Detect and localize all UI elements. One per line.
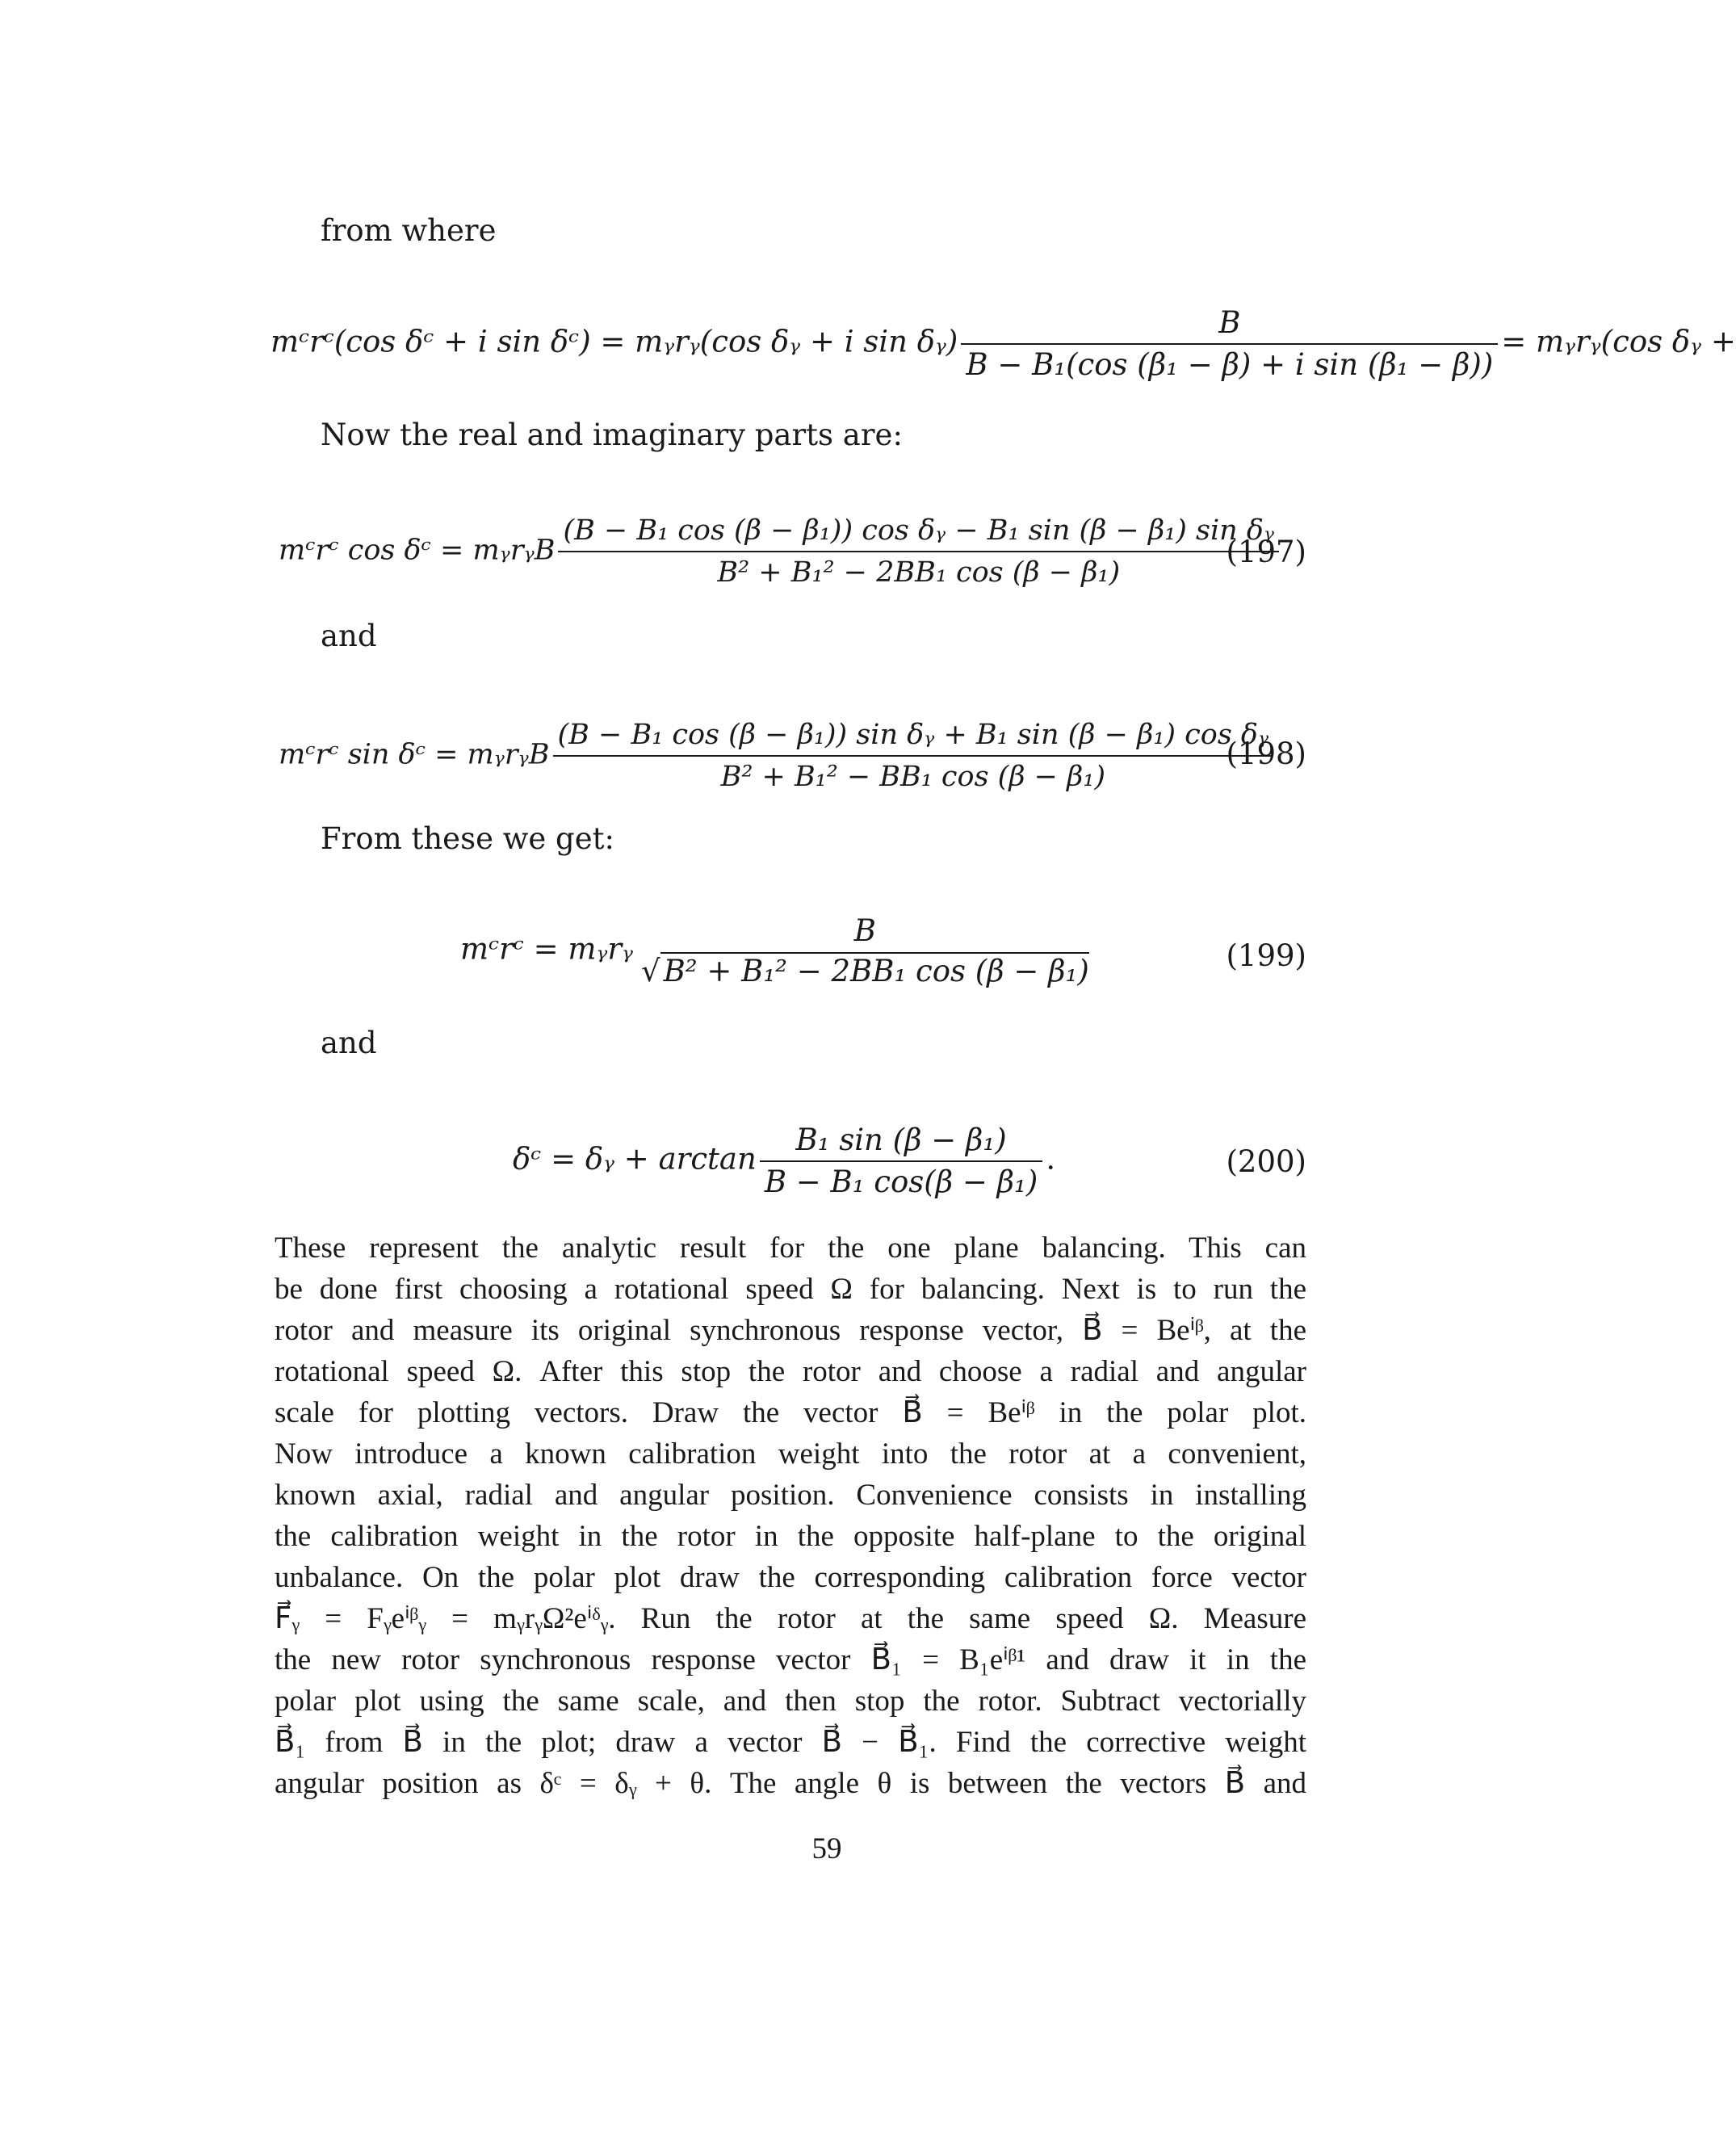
equation-197-denominator: B² + B₁² − 2BB₁ cos (β − β₁) <box>558 551 1279 593</box>
paragraph-line: polar plot using the same scale, and then stop the rotor. Subtract vectorially <box>275 1685 1306 1718</box>
equation-198-fraction <box>553 715 1274 797</box>
paragraph-line: B⃗₁ from B⃗ in the plot; draw a vector B⃗ − B⃗₁. Find the corrective weight <box>275 1726 1306 1759</box>
equation-199-lhs: mᶜrᶜ = mᵧrᵧ <box>460 931 634 967</box>
paragraph-line: scale for plotting vectors. Draw the vector B⃗ = Beⁱᵝ in the polar plot. <box>275 1396 1306 1429</box>
equation-200-numerator: B₁ sin (β − β₁) <box>795 1122 1007 1157</box>
equation-complex-fraction <box>961 303 1498 385</box>
equation-complex-denominator: B − B₁(cos (β₁ − β) + i sin (β₁ − β)) <box>961 343 1498 385</box>
equation-198-denominator: B² + B₁² − BB₁ cos (β − β₁) <box>553 755 1274 797</box>
paragraph-line: known axial, radial and angular position. Convenience consists in installing <box>275 1479 1306 1512</box>
equation-198-numerator: (B − B₁ cos (β − β₁)) sin δᵧ + B₁ sin (β − β₁) cos δᵧ <box>557 719 1269 751</box>
paragraph-line: unbalance. On the polar plot draw the corresponding calibration force vector <box>275 1561 1306 1594</box>
text-real-imaginary: Now the real and imaginary parts are: <box>321 418 903 452</box>
paragraph-line: the calibration weight in the rotor in the opposite half-plane to the original <box>275 1520 1306 1553</box>
equation-198-lhs: mᶜrᶜ sin δᶜ = mᵧrᵧB <box>279 738 550 771</box>
paragraph-line: angular position as δᶜ = δᵧ + θ. The angle θ is between the vectors B⃗ and <box>275 1767 1306 1800</box>
paragraph-line: be done first choosing a rotational speed Ω for balancing. Next is to run the <box>275 1273 1306 1306</box>
equation-number-200: (200) <box>1226 1144 1306 1179</box>
equation-199-numerator: B <box>853 913 876 948</box>
equation-number-198: (198) <box>1226 736 1306 771</box>
page-number: 59 <box>811 1832 842 1865</box>
equation-198 <box>279 715 1277 797</box>
equation-197-fraction <box>558 510 1279 593</box>
text-and-2: and <box>321 1026 377 1060</box>
equation-200-fraction <box>760 1120 1043 1202</box>
equation-complex-rhs: = mᵧrᵧ(cos δᵧ + <box>1501 324 1736 359</box>
equation-200-period: . <box>1046 1141 1056 1177</box>
text-from-where: from where <box>321 213 497 248</box>
equation-199-denominator <box>636 951 1094 992</box>
square-root-icon: √ <box>641 954 660 988</box>
text-and-1: and <box>321 619 377 653</box>
equation-197-lhs: mᶜrᶜ cos δᶜ = mᵧrᵧB <box>279 534 556 567</box>
paragraph-line: rotor and measure its original synchronous response vector, B⃗ = Beⁱᵝ, at the <box>275 1314 1306 1347</box>
paragraph-line: F⃗ᵧ = Fᵧeⁱᵝᵧ = mᵧrᵧΩ²eⁱᵟᵧ. Run the rotor at the same speed Ω. Measure <box>275 1602 1306 1635</box>
equation-200 <box>513 1120 1055 1202</box>
equation-number-197: (197) <box>1226 535 1306 569</box>
equation-199 <box>460 911 1097 992</box>
text-from-these: From these we get: <box>321 821 614 856</box>
body-paragraph <box>275 1227 1306 1804</box>
paragraph-line: the new rotor synchronous response vector B⃗₁ = B₁eⁱᵝ¹ and draw it in the <box>275 1643 1306 1676</box>
paragraph-line: Now introduce a known calibration weight into the rotor at a convenient, <box>275 1437 1306 1471</box>
equation-199-radicand: B² + B₁² − 2BB₁ cos (β − β₁) <box>660 952 1089 988</box>
equation-197 <box>279 510 1282 593</box>
equation-199-fraction <box>636 911 1094 992</box>
paragraph-line: rotational speed Ω. After this stop the rotor and choose a radial and angular <box>275 1355 1306 1388</box>
paragraph-line: These represent the analytic result for the one plane balancing. This can <box>275 1232 1306 1265</box>
equation-197-numerator: (B − B₁ cos (β − β₁)) cos δᵧ − B₁ sin (β − β₁) sin δᵧ <box>563 514 1275 547</box>
equation-complex-numerator: B <box>1218 305 1241 340</box>
equation-number-199: (199) <box>1226 938 1306 973</box>
equation-complex-form <box>270 303 1736 385</box>
equation-200-denominator: B − B₁ cos(β − β₁) <box>760 1160 1043 1202</box>
equation-200-lhs: δᶜ = δᵧ + arctan <box>513 1141 757 1177</box>
equation-complex-lhs: mᶜrᶜ(cos δᶜ + i sin δᶜ) = mᵧrᵧ(cos δᵧ + i sin δᵧ) <box>270 324 958 359</box>
